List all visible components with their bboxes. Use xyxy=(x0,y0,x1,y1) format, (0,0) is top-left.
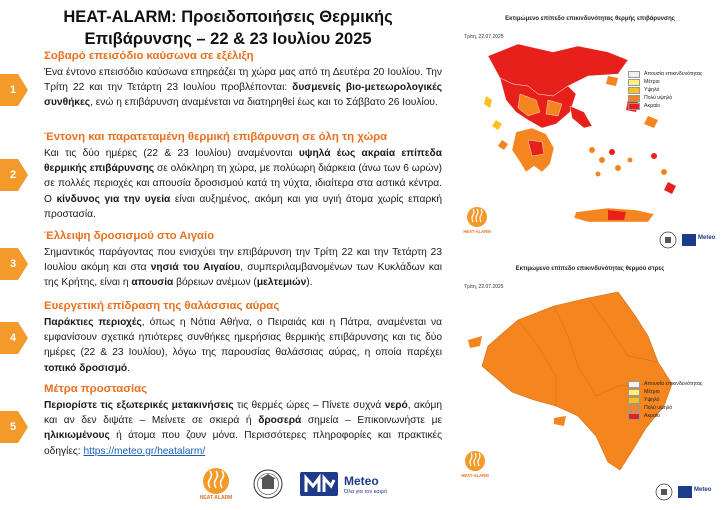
map-meteo: Meteo xyxy=(698,235,716,241)
legend-label: Υψηλό xyxy=(644,87,660,93)
section-heading: Έλλειψη δροσισμού στο Αιγαίο xyxy=(44,230,215,242)
legend-swatch xyxy=(628,389,640,396)
heat-alarm-icon xyxy=(462,206,492,230)
body-text: ). xyxy=(306,277,313,289)
section-heading: Ευεργετική επίδραση της θαλάσσιας αύρας xyxy=(44,300,280,312)
meteo-logo xyxy=(300,470,400,500)
observatory-logo xyxy=(246,468,290,500)
bold-text: υψηλά έως ακραία επίπεδα θερμικής επιβάρυνσης xyxy=(44,148,442,175)
body-text: σημεία – Επικοινωνήστε με xyxy=(301,415,442,427)
attica-heat-map xyxy=(458,266,722,506)
legend-label: Μέτριο xyxy=(644,79,660,85)
legend-row xyxy=(628,70,702,78)
legend-label: Ακραίο xyxy=(644,103,661,109)
legend-swatch xyxy=(628,103,640,110)
heat-alarm-icon xyxy=(460,450,490,474)
legend-swatch xyxy=(628,397,640,404)
body-text: βόρειων ανέμων ( xyxy=(173,277,257,289)
map-meteo: Meteo xyxy=(694,487,712,493)
legend-row xyxy=(628,86,702,94)
body-text: ή άτομα που ζουν μόνα. Περισσότερες πληροφορίες και πρακτικές οδηγίες: xyxy=(44,430,442,457)
meteo-tagline: Όλα για τον καιρό xyxy=(344,489,388,495)
section-body xyxy=(44,398,442,459)
body-text: Σημαντικός παράγοντας που ενισχύει την επιβάρυνση την Τρίτη 22 και την Τετάρτη 23 Ιουλίου ακόμη και στα xyxy=(44,247,442,274)
legend-swatch xyxy=(628,95,640,102)
heat-alarm-logo xyxy=(194,466,238,502)
bold-text: ηλικιωμένους xyxy=(44,430,110,442)
section-body xyxy=(44,146,442,222)
map-legend xyxy=(628,380,702,420)
legend-label: Απουσία επικινδυνότητας xyxy=(644,381,703,387)
body-text: , ενώ η επιβάρυνση αναμένεται να διατηρηθεί έως και το Σάββατο 26 Ιουλίου. xyxy=(90,97,438,109)
observatory-emblem-icon xyxy=(658,230,678,250)
legend-label: Υψηλό xyxy=(644,397,660,403)
body-text: Ένα έντονο επεισόδιο καύσωνα επηρεάζει τη χώρα μας από τη Δευτέρα 20 Ιουλίου. Την Τρίτη 22 και την Τετάρτη 23 Ιουλίου προβλέπονται: xyxy=(44,67,442,94)
section-body xyxy=(44,245,442,291)
body-text: , όπως η Νότια Αθήνα, ο Πειραιάς και η Πάτρα, αναμένεται να εμφανίσουν σχετικά ηπιότερες συνθήκες ημερήσιας θερμικής επιβάρυνσης και τις δύο ημέρες (22 & 23 Ιουλίου), λόγω της παρουσίας θαλάσσιας αύρας, η οποία παρέχει xyxy=(44,317,443,359)
body-text: , ακόμη και αν δεν διψάτε – Μείνετε σε σκιερά ή xyxy=(44,400,442,427)
legend-row xyxy=(628,102,702,110)
section-3 xyxy=(0,230,450,300)
legend-label: Πολύ υψηλό xyxy=(644,405,673,411)
body-text: Και τις δύο ημέρες (22 & 23 Ιουλίου) αναμένονται xyxy=(44,148,299,159)
map-heat-alarm-logo xyxy=(462,206,492,235)
map-heat-alarm-logo xyxy=(460,450,490,479)
number-badge xyxy=(0,322,30,354)
map-legend xyxy=(628,70,702,110)
legend-swatch xyxy=(628,71,640,78)
legend-swatch xyxy=(628,79,640,86)
meteo-name: Meteo xyxy=(344,474,379,488)
legend-label: Μέτριο xyxy=(644,389,660,395)
legend-label: Ακραίο xyxy=(644,413,661,419)
bold-text: τοπικό δροσισμό xyxy=(44,362,128,374)
legend-swatch xyxy=(628,405,640,412)
map-date: Τρίτη, 22.07.2025 xyxy=(464,34,504,40)
section-2 xyxy=(0,131,450,231)
bold-text: δυσμενείς βιο-μετεωρολογικές συνθήκες xyxy=(44,82,442,109)
heat-alarm-label: HEAT-ALARM xyxy=(199,495,233,501)
greece-heat-map xyxy=(458,16,722,254)
number-badge xyxy=(0,74,30,106)
page-title: HEAT-ALARM: Προειδοποιήσεις Θερμικής Επιβάρυνσης – 22 & 23 Ιουλίου 2025 xyxy=(63,8,393,48)
legend-swatch xyxy=(628,381,640,388)
section-4 xyxy=(0,300,450,380)
map-brand: HEAT-ALARM xyxy=(461,473,489,478)
body-text: , συμπεριλαμβανομένων των Κυκλάδων και της Κρήτης, είναι η xyxy=(44,262,443,289)
bold-text: νησιά του Αιγαίου xyxy=(150,262,241,274)
observatory-emblem-icon xyxy=(246,468,290,500)
bold-text: κίνδυνος για την υγεία xyxy=(56,193,171,205)
map-title: Εκτιμώμενο επίπεδο επικινδυνότητας θερμού στρες xyxy=(515,266,665,272)
badge-number: 5 xyxy=(9,421,17,433)
badge-number: 2 xyxy=(9,169,17,181)
number-badge xyxy=(0,411,30,443)
legend-row xyxy=(628,388,702,396)
legend-row xyxy=(628,380,702,388)
greece-map-graphic xyxy=(458,16,722,254)
bold-text: μελτεμιών xyxy=(256,277,307,289)
legend-row xyxy=(628,404,702,412)
observatory-emblem-icon xyxy=(654,482,674,502)
legend-label: Πολύ υψηλό xyxy=(644,95,673,101)
legend-row xyxy=(628,94,702,102)
bold-text: δροσερά xyxy=(258,415,302,427)
section-heading: Έντονη και παρατεταμένη θερμική επιβάρυνση σε όλη τη χώρα xyxy=(44,131,388,143)
heatalarm-link[interactable]: https://meteo.gr/heatalarm/ xyxy=(83,445,206,457)
section-1 xyxy=(0,50,450,136)
map-partner-logos xyxy=(654,482,718,502)
number-badge xyxy=(0,248,30,280)
bold-text: νερό xyxy=(384,400,408,411)
meteo-m-icon xyxy=(300,470,340,498)
body-text: είναι αυξημένος, ακόμη και για υγιή άτομα χωρίς επαρκή προστασία. xyxy=(44,193,442,220)
bold-text: Περιορίστε τις εξωτερικές μετακινήσεις xyxy=(44,400,234,411)
meteo-m-icon xyxy=(678,486,692,498)
legend-row xyxy=(628,78,702,86)
section-heading: Μέτρα προστασίας xyxy=(44,383,148,395)
map-brand: HEAT-ALARM xyxy=(463,229,491,234)
bold-text: Παράκτιες περιοχές xyxy=(44,317,142,328)
badge-number: 1 xyxy=(9,84,17,96)
footer-logos xyxy=(194,466,454,502)
section-5 xyxy=(0,383,450,463)
number-badge xyxy=(0,159,30,191)
section-body xyxy=(44,65,442,111)
map-date: Τρίτη, 22.07.2025 xyxy=(464,284,504,290)
body-text: σε ολόκληρη τη χώρα, με πολύωρη διάρκεια (άνω των 6 ωρών) σε πολλές περιοχές και απουσία δροσισμού κατά τη νύχτα, ιδιαίτερα στα αστικά κέντρα. Ο xyxy=(44,163,442,205)
legend-swatch xyxy=(628,413,640,420)
body-text: . xyxy=(127,362,130,374)
legend-label: Απουσία επικινδυνότητας xyxy=(644,71,703,77)
badge-number: 4 xyxy=(9,332,17,344)
section-heading: Σοβαρό επεισόδιο καύσωνα σε εξέλιξη xyxy=(44,50,254,62)
legend-row xyxy=(628,396,702,404)
bold-text: απουσία xyxy=(131,277,174,289)
legend-row xyxy=(628,412,702,420)
body-text: τις θερμές ώρες – Πίνετε συχνά xyxy=(233,400,385,411)
map-partner-logos xyxy=(658,230,722,250)
badge-number: 3 xyxy=(9,258,17,270)
meteo-m-icon xyxy=(682,234,696,246)
map-title: Εκτιμώμενο επίπεδο επικινδυνότητας θερμής επιβάρυνσης xyxy=(505,16,675,22)
section-body xyxy=(44,315,442,376)
legend-swatch xyxy=(628,87,640,94)
